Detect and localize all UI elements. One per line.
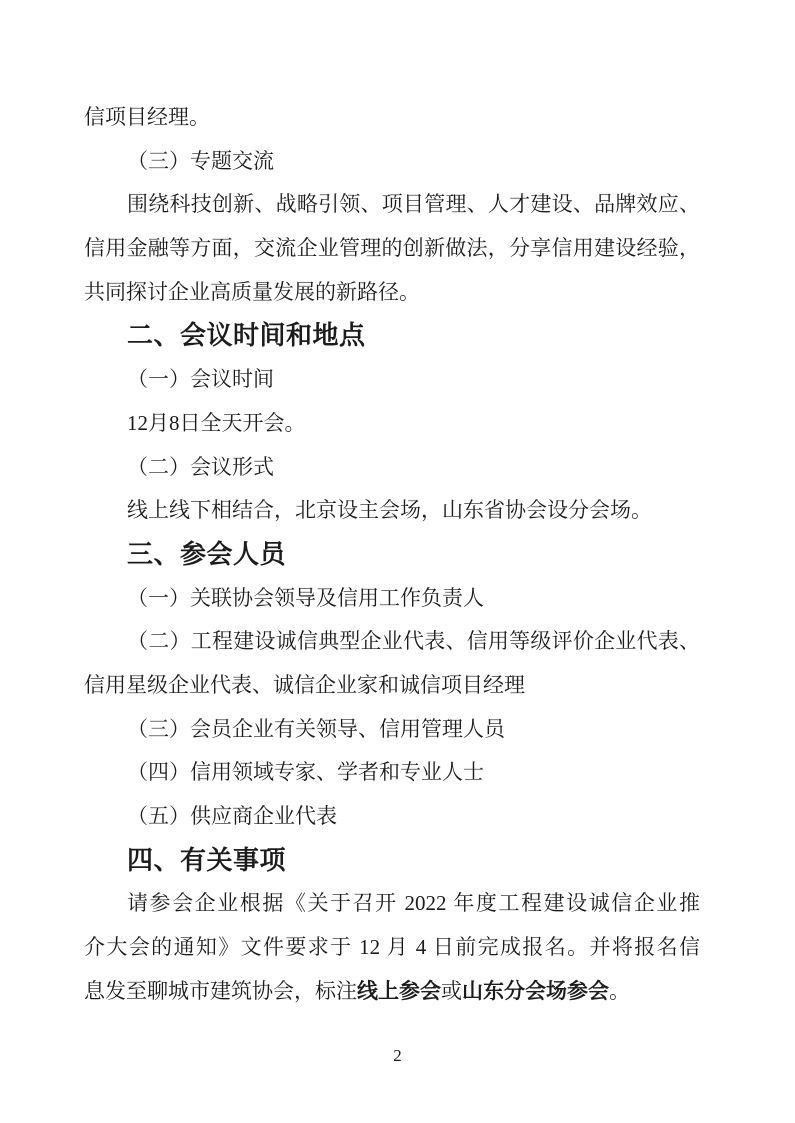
text-line xyxy=(84,970,700,1014)
text-run: （三）专题交流 xyxy=(127,148,274,173)
text-line xyxy=(84,183,700,227)
text-line xyxy=(84,751,700,795)
text-run: 请参会企业根据《关于召开 2022 年度工程建设诚信企业推 xyxy=(127,891,700,916)
text-line xyxy=(84,271,700,315)
text-line xyxy=(84,577,700,621)
text-run: （四）信用领域专家、学者和专业人士 xyxy=(127,760,484,785)
page-footer xyxy=(0,1046,795,1066)
text-run: 息发至聊城市建筑协会，标注 xyxy=(84,978,357,1003)
text-run: （一）会议时间 xyxy=(127,367,274,392)
emphasized-text: 山东分会场参会 xyxy=(462,979,609,1003)
text-run: 共同探讨企业高质量发展的新路径。 xyxy=(84,279,420,304)
section-heading xyxy=(84,839,700,883)
text-run: 信用星级企业代表、诚信企业家和诚信项目经理 xyxy=(84,672,525,697)
text-run: 12月8日全天开会。 xyxy=(127,410,306,435)
section-heading xyxy=(84,533,700,577)
text-line xyxy=(84,882,700,926)
text-run: 围绕科技创新、战略引领、项目管理、人才建设、品牌效应、 xyxy=(127,192,700,217)
text-line xyxy=(84,708,700,752)
text-run: 三、参会人员 xyxy=(127,538,287,569)
text-run: 线上线下相结合，北京设主会场，山东省协会设分会场。 xyxy=(127,498,652,523)
text-line xyxy=(84,489,700,533)
text-run: 信项目经理。 xyxy=(84,105,210,129)
text-line xyxy=(84,795,700,839)
text-line xyxy=(84,446,700,490)
text-run: 二、会议时间和地点 xyxy=(127,320,366,351)
text-line xyxy=(84,140,700,184)
text-line xyxy=(84,402,700,446)
text-run: 。 xyxy=(609,978,630,1003)
emphasized-text: 线上参会 xyxy=(357,979,441,1003)
text-line xyxy=(84,227,700,271)
text-run: （五）供应商企业代表 xyxy=(127,804,337,828)
text-run: 或 xyxy=(441,978,462,1003)
section-heading xyxy=(84,314,700,358)
text-run: （三）会员企业有关领导、信用管理人员 xyxy=(127,716,505,741)
page-number: 2 xyxy=(393,1046,402,1065)
text-line xyxy=(84,620,700,664)
document-body xyxy=(84,96,700,1013)
text-run: 四、有关事项 xyxy=(127,844,287,875)
text-line xyxy=(84,96,700,140)
text-line xyxy=(84,358,700,402)
text-run: （一）关联协会领导及信用工作负责人 xyxy=(127,585,484,610)
text-run: 信用金融等方面，交流企业管理的创新做法，分享信用建设经验， xyxy=(84,236,700,261)
text-line xyxy=(84,664,700,708)
text-run: 介大会的通知》文件要求于 12 月 4 日前完成报名。并将报名信 xyxy=(84,935,700,960)
text-run: （二）会议形式 xyxy=(127,454,274,479)
text-line xyxy=(84,926,700,970)
text-run: （二）工程建设诚信典型企业代表、信用等级评价企业代表、 xyxy=(127,629,700,654)
